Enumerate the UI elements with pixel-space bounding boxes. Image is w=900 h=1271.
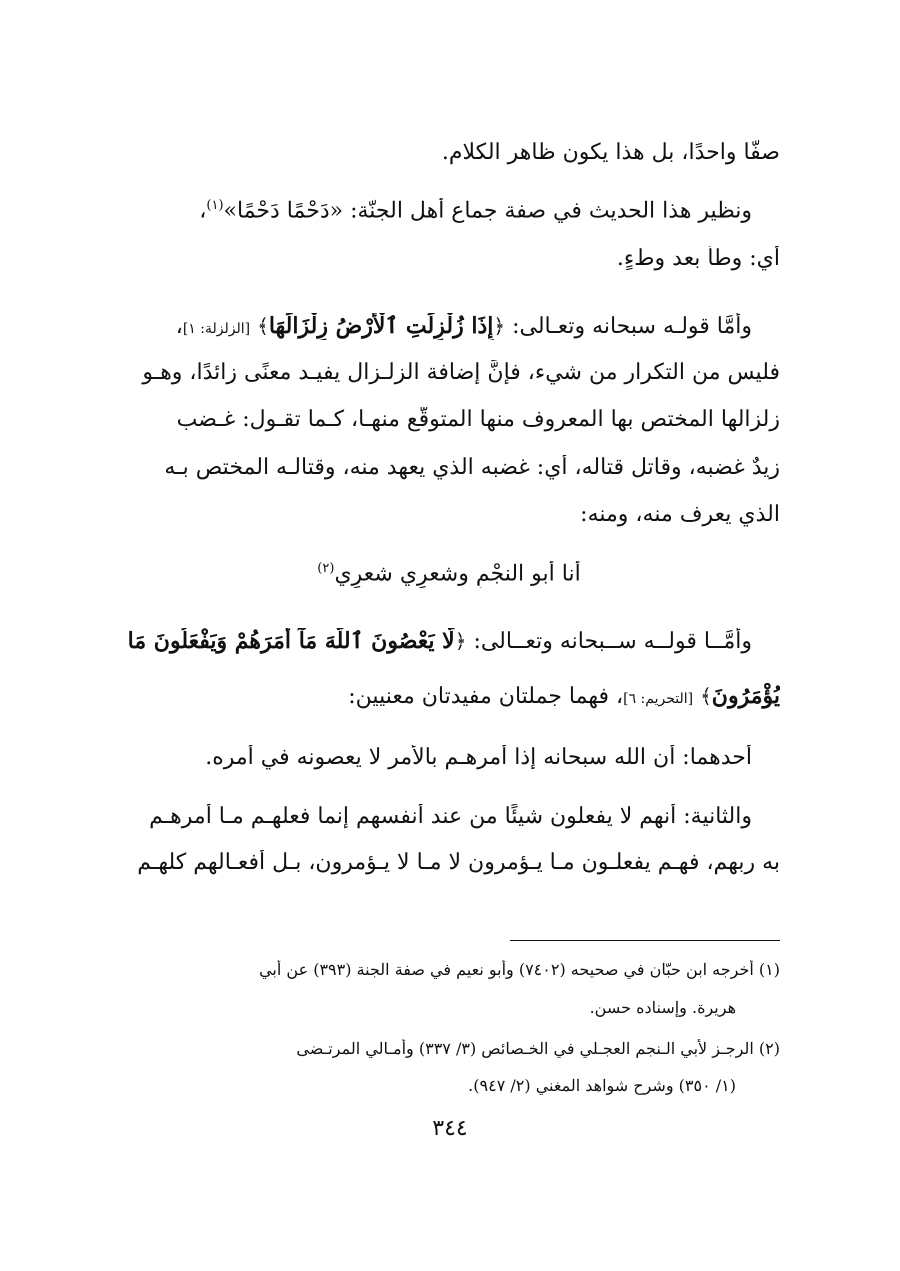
poetry-verse — [118, 561, 780, 588]
line-8-text: الذي يعرف منه، ومنه: — [580, 502, 780, 527]
footnote-2-marker: (٢) — [758, 1039, 780, 1058]
footnote-1-text-1: أخرجه ابن حبّان في صحيحه (٧٤٠٢) وأبو نعيم في صفة الجنة (٣٩٣) عن أبي — [259, 960, 754, 979]
quran-zalzala: إِذَا زُلْزِلَتِ ٱلْأَرْضُ زِلْزَالَهَا — [268, 313, 494, 339]
footnote-1-line-2 — [118, 998, 780, 1017]
text-line-5 — [118, 360, 780, 386]
footnote-2-text-2: (١/ ٣٥٠) وشرح شواهد المغني (٢/ ٩٤٧). — [468, 1076, 736, 1095]
quran-brace-open: ﴿ — [493, 314, 506, 338]
line-11-text: فهما جملتان مفيدتان معنيين: — [348, 684, 609, 709]
line-4-text: وأمَّا قولـه سبحانه وتعـالى: — [512, 314, 752, 339]
line-2-text: ونظير هذا الحديث في صفة جماع أهل الجنّة: «دَحْمًا دَحْمًا» — [223, 198, 752, 224]
line-11-comma: ، — [615, 684, 624, 709]
line-12-text: أحدهما: أن الله سبحانه إذا أمرهـم بالأمر لا يعصونه في أمره. — [205, 745, 752, 770]
line-3-text: أي: وطأً بعد وطءٍ. — [616, 246, 780, 271]
text-line-13 — [118, 804, 780, 830]
text-line-11 — [118, 683, 780, 710]
footnote-1-marker: (١) — [758, 960, 780, 979]
line-7-text: زيدٌ غضبه، وقاتل قتاله، أي: غضبه الذي يعهد منه، وقتالـه المختص بـه — [164, 455, 780, 480]
footnote-2-text-1: الرجـز لأبي الـنجم العجـلي في الخـصائص (٣/ ٣٣٧) وأمـالي المرتـضى — [296, 1039, 754, 1058]
footnote-2-line-1 — [118, 1039, 780, 1058]
verse-text: أنا أبو النجْمِ وشعرِي شعرِي — [334, 561, 581, 587]
footnote-separator — [510, 940, 780, 941]
text-line-3 — [118, 246, 780, 272]
line-14-text: به ربهم، فهـم يفعلـون مـا يـؤمرون لا مـا لا يـؤمرون، بـل أفعـالهم كلهـم — [137, 850, 780, 875]
line-2-comma: ، — [199, 198, 207, 224]
text-line-6 — [118, 407, 780, 433]
line-1-text: صفًّا واحدًا، بل هذا يكون ظاهر الكلام. — [441, 140, 780, 165]
footnote-1-line-1 — [118, 960, 780, 979]
text-line-7 — [118, 455, 780, 481]
quran-tahrim-part-2: يُؤْمَرُونَ — [711, 683, 780, 709]
footnote-ref-1: (١) — [206, 198, 224, 213]
text-line-4 — [118, 313, 780, 340]
page-number: ٣٤٤ — [432, 1116, 468, 1141]
text-line-1 — [118, 140, 780, 166]
line-13-text: والثانية: أنهم لا يفعلون شيئًا من عند أنفسهم إنما فعلهـم مـا أمرهـم — [149, 804, 752, 829]
footnote-ref-2: (٢) — [317, 561, 335, 576]
text-line-8 — [118, 502, 780, 528]
line-6-text: زلزالها المختص بها المعروف منها المتوقَّع منهـا، كـما تقـول: غـضب — [176, 407, 780, 432]
text-line-14 — [118, 850, 780, 876]
footnote-2-line-2 — [118, 1076, 780, 1095]
quran-brace-open-2: ﴿ — [454, 629, 467, 653]
text-line-12 — [118, 745, 780, 771]
line-10-text: وأمَّــا قولــه ســبحانه وتعــالى: — [473, 629, 752, 654]
footnote-1-text-2: هريرة. وإسناده حسن. — [589, 998, 736, 1017]
line-5-text: فليس من التكرار من شيء، فإنَّ إضافة الزلـزال يفيـد معنًى زائدًا، وهـو — [142, 360, 780, 385]
ayah-ref-tahrim: [التحريم: ٦] — [623, 691, 694, 707]
ayah-ref-zalzala: [الزلزلة: ١] — [182, 321, 251, 337]
quran-brace-close-2: ﴾ — [700, 684, 712, 708]
text-line-2 — [118, 198, 780, 225]
quran-brace-close: ﴾ — [257, 314, 269, 338]
line-4-comma: ، — [175, 314, 183, 339]
text-line-10 — [118, 628, 780, 655]
quran-tahrim-part-1: لَّا يَعْصُونَ ٱللَّهَ مَآ أَمَرَهُمْ وَيَفْعَلُونَ مَا — [127, 628, 455, 654]
